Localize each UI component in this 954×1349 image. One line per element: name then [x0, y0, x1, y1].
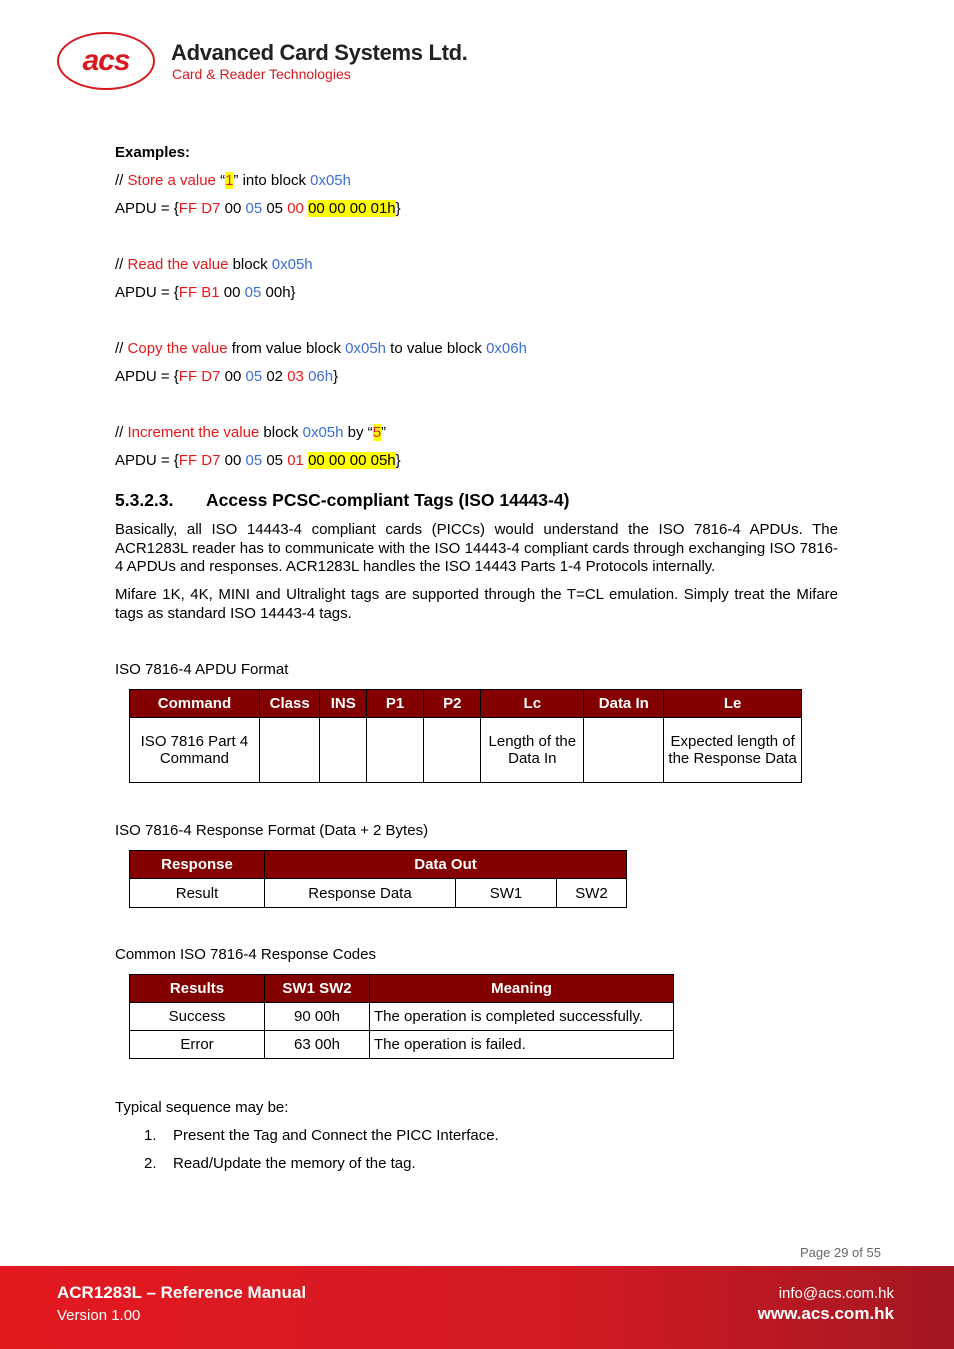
response-codes-table	[129, 974, 674, 1059]
table-header: Results	[130, 975, 265, 1003]
table-cell	[366, 718, 423, 783]
table-cell	[424, 718, 481, 783]
company-name: Advanced Card Systems Ltd.	[171, 40, 468, 65]
table-header: P2	[424, 690, 481, 718]
table-header-row	[130, 690, 802, 718]
copy-comment: // Copy the value from value block 0x05h to value block 0x06h	[115, 340, 527, 357]
table-cell: SW1	[456, 879, 557, 908]
table-header: Data Out	[265, 851, 627, 879]
footer-version: Version 1.00	[57, 1307, 141, 1324]
sequence-intro: Typical sequence may be:	[115, 1099, 289, 1116]
table-row	[130, 718, 802, 783]
footer-title: ACR1283L – Reference Manual	[57, 1283, 307, 1302]
examples-title: Examples:	[115, 144, 191, 161]
read-apdu: APDU = {FF B1 00 05 00h}	[115, 284, 296, 301]
table-header-row	[130, 975, 674, 1003]
apdu-format-table	[129, 689, 802, 783]
table-header: Command	[130, 690, 260, 718]
table-cell: Expected length of the Response Data	[664, 718, 802, 783]
table-cell: Length of the Data In	[481, 718, 584, 783]
page-number: Page 29 of 55	[800, 1245, 881, 1260]
read-comment: // Read the value block 0x05h	[115, 256, 313, 273]
table-header: Class	[259, 690, 320, 718]
logo-text: acs	[82, 44, 130, 77]
table-header: SW1 SW2	[265, 975, 370, 1003]
section-heading	[115, 490, 569, 511]
increment-comment: // Increment the value block 0x05h by “5”	[115, 424, 387, 441]
increment-apdu: APDU = {FF D7 00 05 05 01 00 00 00 05h}	[115, 452, 401, 469]
section-paragraph-2: Mifare 1K, 4K, MINI and Ultralight tags are supported through the T=CL emulation. Simply treat the Mifare tags as standard ISO 14443-4 tags.	[115, 586, 838, 622]
table-header: P1	[366, 690, 423, 718]
store-apdu: APDU = {FF D7 00 05 05 00 00 00 00 01h}	[115, 200, 401, 217]
table-cell: Error	[130, 1031, 265, 1059]
section-paragraph-1: Basically, all ISO 14443-4 compliant cards (PICCs) would understand the ISO 7816-4 APDUs. The ACR1283L reader has to communicate with the ISO 14443-4 compliant cards through exchanging ISO 7816-4 APDUs and responses. ACR1283L handles the ISO 14443 Parts 1-4 Protocols internally.	[115, 521, 838, 575]
apdu-table-caption: ISO 7816-4 APDU Format	[115, 661, 289, 678]
table-cell: ISO 7816 Part 4 Command	[130, 718, 260, 783]
section-number: 5.3.2.3.	[115, 490, 174, 510]
table-cell: SW2	[557, 879, 627, 908]
footer-email[interactable]: info@acs.com.hk	[778, 1285, 894, 1302]
company-logo	[57, 32, 155, 90]
codes-table-caption: Common ISO 7816-4 Response Codes	[115, 946, 376, 963]
table-cell: Result	[130, 879, 265, 908]
table-header: INS	[320, 690, 367, 718]
table-cell	[584, 718, 664, 783]
table-row	[130, 1031, 674, 1059]
table-header: Response	[130, 851, 265, 879]
list-item: 1. Present the Tag and Connect the PICC Interface.	[144, 1127, 499, 1144]
table-cell: Success	[130, 1003, 265, 1031]
table-header: Lc	[481, 690, 584, 718]
table-header: Data In	[584, 690, 664, 718]
table-cell	[259, 718, 320, 783]
store-comment: // Store a value “1” into block 0x05h	[115, 172, 351, 189]
table-cell: The operation is failed.	[370, 1031, 674, 1059]
response-format-table	[129, 850, 627, 908]
list-item: 2. Read/Update the memory of the tag.	[144, 1155, 416, 1172]
table-row	[130, 1003, 674, 1031]
company-tagline: Card & Reader Technologies	[172, 66, 351, 82]
table-header: Meaning	[370, 975, 674, 1003]
table-header: Le	[664, 690, 802, 718]
table-row	[130, 879, 627, 908]
section-title: Access PCSC-compliant Tags (ISO 14443-4)	[206, 490, 570, 510]
footer-website[interactable]: www.acs.com.hk	[757, 1304, 894, 1323]
response-table-caption: ISO 7816-4 Response Format (Data + 2 Bytes)	[115, 822, 429, 839]
copy-apdu: APDU = {FF D7 00 05 02 03 06h}	[115, 368, 339, 385]
table-cell	[320, 718, 367, 783]
table-cell: 63 00h	[265, 1031, 370, 1059]
table-cell: Response Data	[265, 879, 456, 908]
table-cell: The operation is completed successfully.	[370, 1003, 674, 1031]
table-header-row	[130, 851, 627, 879]
footer-bar	[0, 1266, 954, 1349]
table-cell: 90 00h	[265, 1003, 370, 1031]
